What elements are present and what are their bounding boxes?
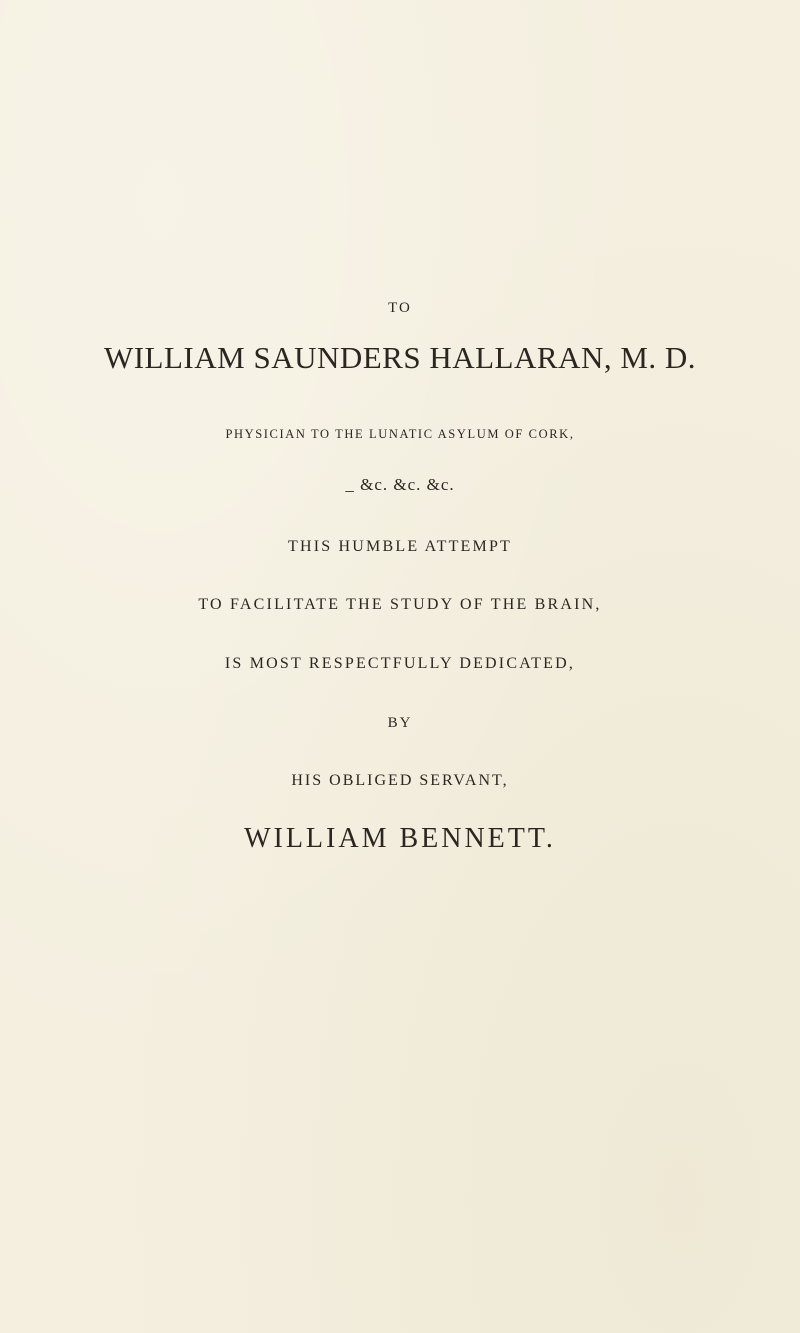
- dedication-line-1: THIS HUMBLE ATTEMPT: [287, 538, 513, 555]
- servant-line: HIS OBLIGED SERVANT,: [291, 772, 509, 789]
- dedicatee-position: PHYSICIAN TO THE LUNATIC ASYLUM OF CORK,: [225, 427, 575, 441]
- dedicatee-name: WILLIAM SAUNDERS HALLARAN, M. D.: [103, 340, 697, 375]
- dedication-line-2: TO FACILITATE THE STUDY OF THE BRAIN,: [198, 596, 602, 613]
- dedication-line-3: IS MOST RESPECTFULLY DEDICATED,: [224, 655, 576, 672]
- etcetera-line: _ &c. &c. &c.: [345, 475, 455, 494]
- author-name: WILLIAM BENNETT.: [244, 823, 556, 854]
- to-heading: TO: [388, 300, 412, 316]
- by-line: BY: [387, 715, 413, 731]
